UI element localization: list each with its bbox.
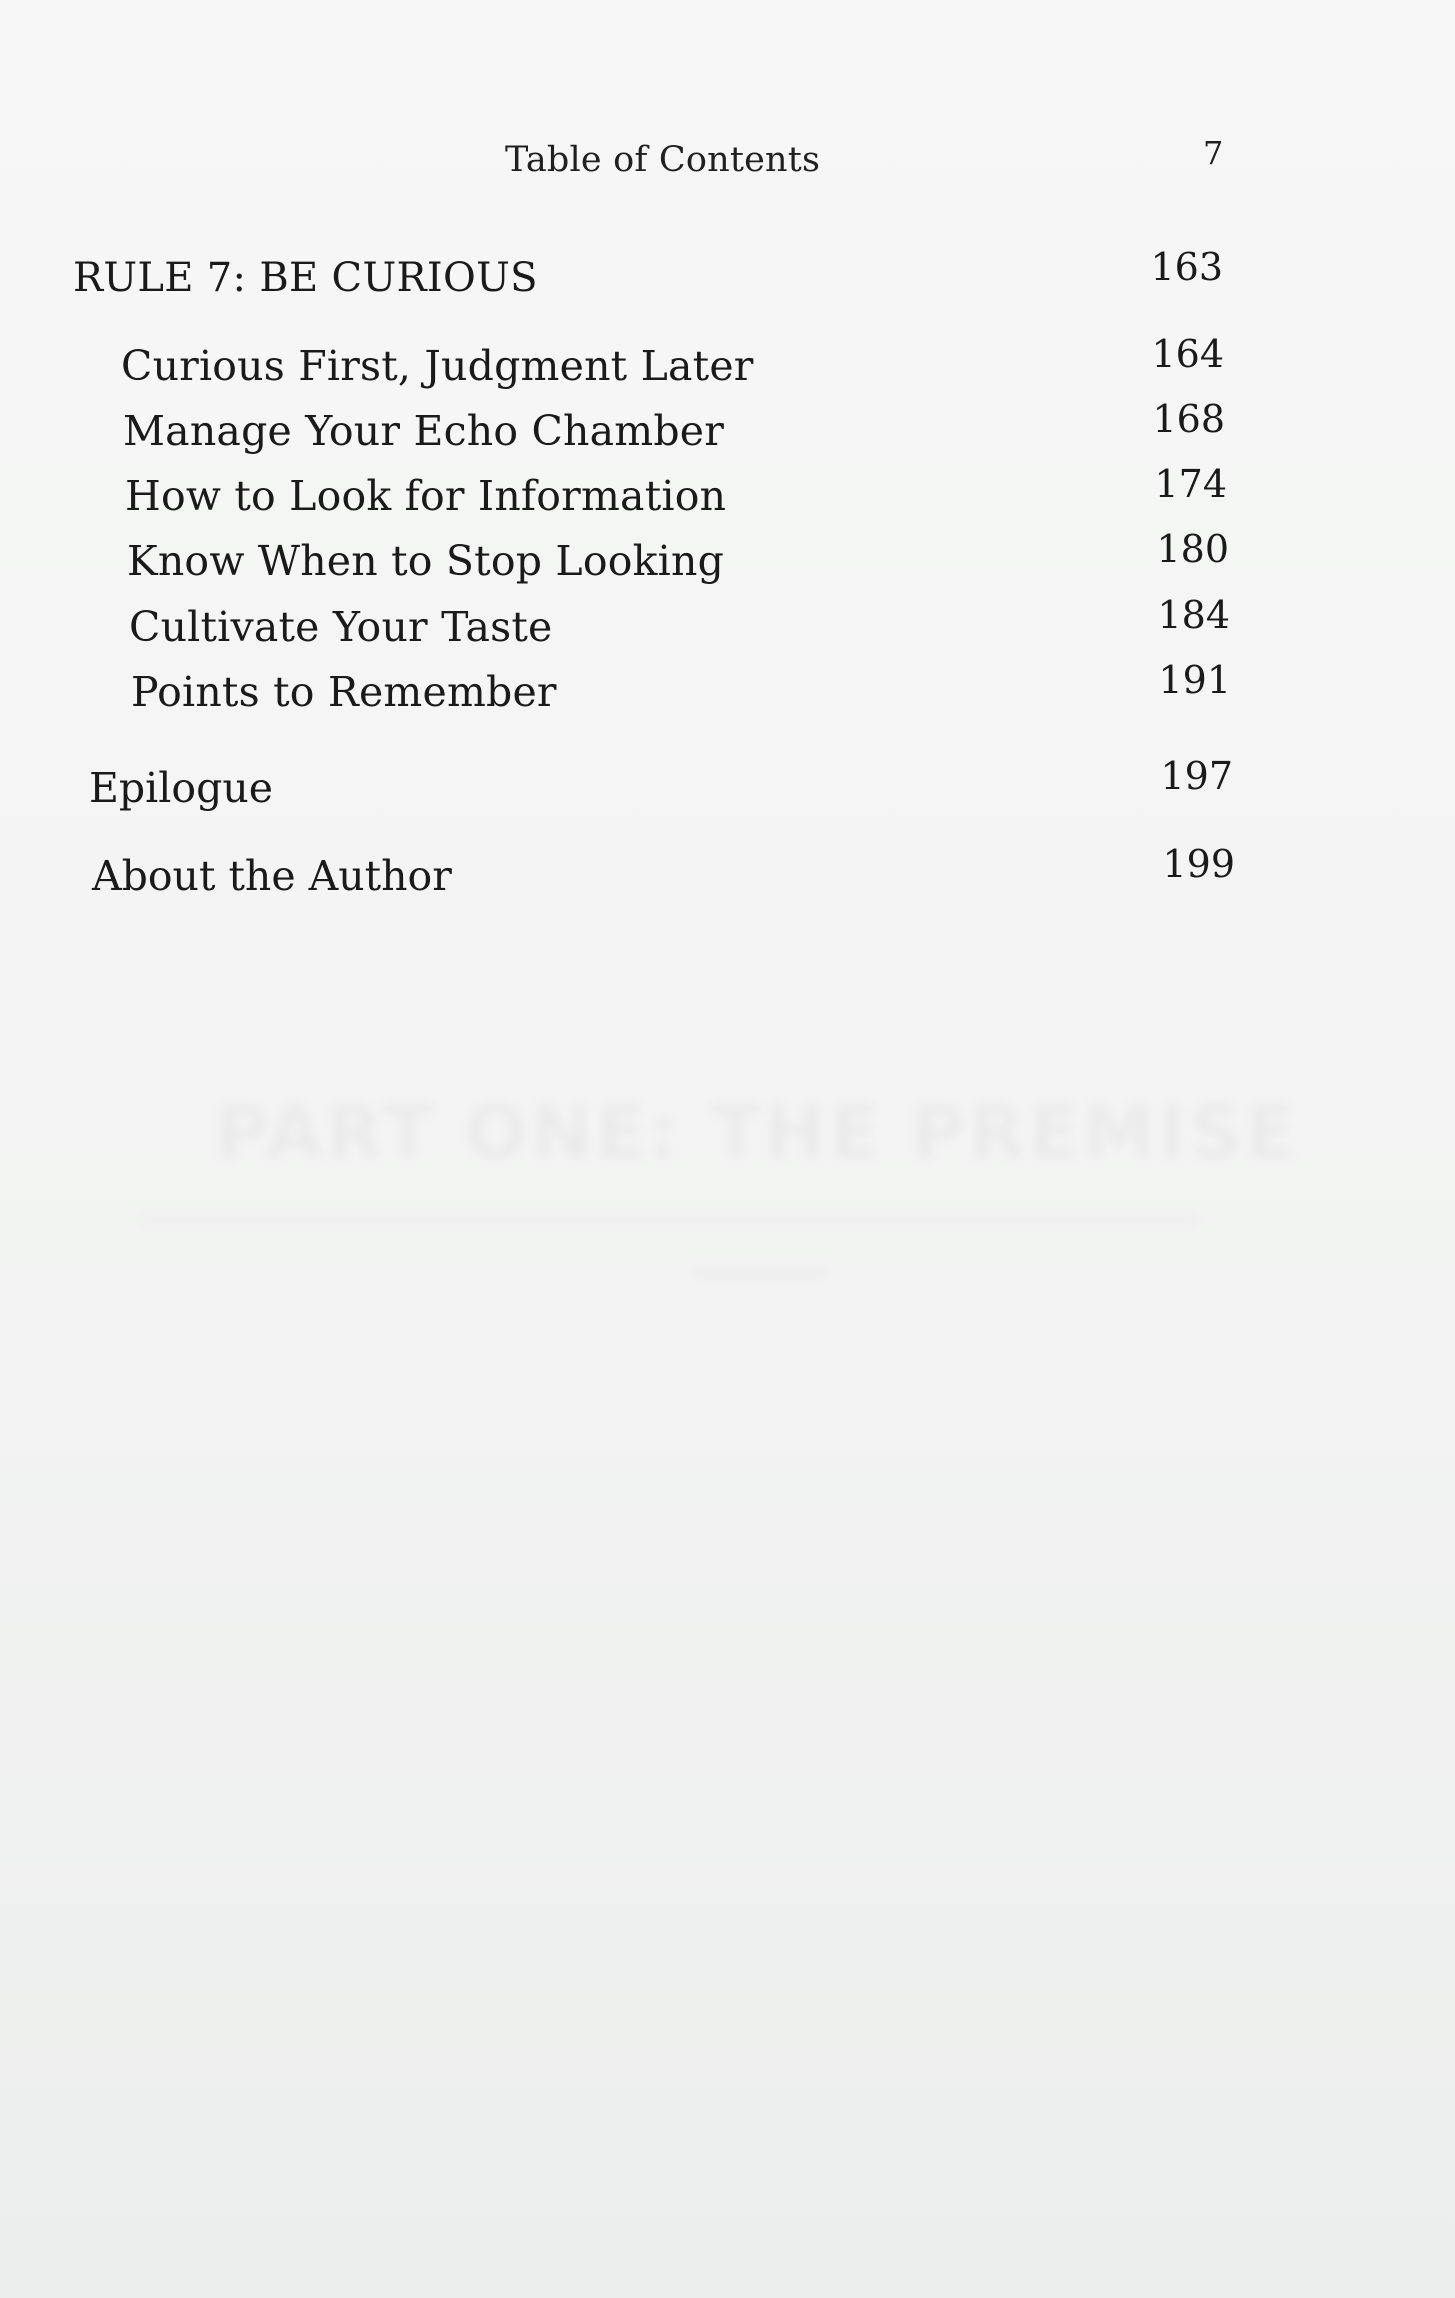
section-page-number: 168 [1152, 397, 1225, 441]
about-author-title: About the Author [92, 852, 452, 900]
chapter-title: RULE 7: BE CURIOUS [73, 255, 538, 301]
toc-section-entry [123, 397, 1225, 459]
toc-backmatter-entry [89, 754, 1233, 816]
section-title: Know When to Stop Looking [127, 537, 725, 585]
toc-section-entry [131, 658, 1231, 720]
section-page-number: 180 [1156, 527, 1229, 571]
section-title: How to Look for Information [125, 472, 727, 520]
section-title: Points to Remember [131, 668, 557, 716]
toc-chapter-entry [73, 245, 1223, 307]
about-author-page-number: 199 [1162, 842, 1235, 886]
toc-section-entry [121, 332, 1224, 394]
section-page-number: 191 [1158, 658, 1231, 702]
toc-section-entry [129, 593, 1230, 655]
section-page-number: 174 [1154, 462, 1227, 506]
show-through-line [140, 1215, 1200, 1225]
page-number: 7 [1203, 134, 1224, 172]
epilogue-title: Epilogue [89, 764, 273, 812]
section-title: Manage Your Echo Chamber [123, 407, 725, 455]
toc-backmatter-entry [92, 842, 1235, 904]
toc-section-entry [127, 527, 1229, 589]
show-through-line [690, 1268, 830, 1278]
toc-section-entry [125, 462, 1227, 524]
section-title: Curious First, Judgment Later [121, 342, 754, 390]
show-through-text [215, 1090, 1299, 1176]
running-header-title: Table of Contents [505, 140, 821, 180]
epilogue-page-number: 197 [1160, 754, 1233, 798]
section-page-number: 184 [1157, 593, 1230, 637]
section-page-number: 164 [1151, 332, 1224, 376]
running-header [0, 134, 1455, 190]
section-title: Cultivate Your Taste [129, 603, 553, 651]
chapter-page-number: 163 [1150, 245, 1223, 289]
